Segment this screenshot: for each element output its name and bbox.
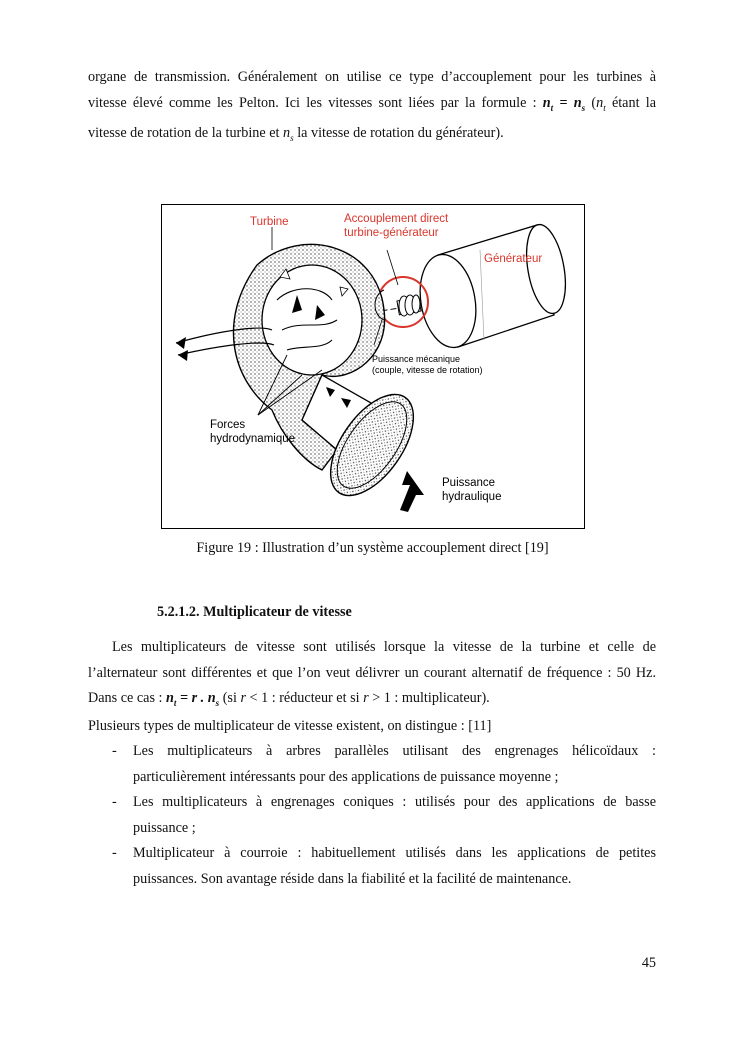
intro-line-1: organe de transmission. Généralement on utilise ce type d’accouplement pour les turbines à [88,69,656,85]
label-coupling-line-2: turbine-générateur [344,227,439,239]
intro-line-3: vitesse de rotation de la turbine et $n_s$ la vitesse de rotation du générateur). [88,124,504,143]
list-item: - Les multiplicateurs à arbres parallèles utilisant des engrenages hélicoïdaux : particulièrement intéressants pour des applications de puissance moyenne ; [112,743,656,785]
label-hydraulic-power-line-2: hydraulique [442,491,502,503]
label-generator: Générateur [484,253,543,265]
label-mech-power-line-2: (couple, vitesse de rotation) [372,365,483,375]
section-heading: 5.2.1.2. Multiplicateur de vitesse [157,604,352,620]
section-line-1: Les multiplicateurs de vitesse sont utilisés lorsque la vitesse de la turbine et celle de [112,639,656,655]
section-intro-list: Plusieurs types de multiplicateur de vitesse existent, on distingue : [11] [88,718,492,735]
label-turbine: Turbine [250,216,289,228]
turbine-coupling-illustration [162,205,584,528]
section-line-3: Dans ce cas : $n_t = r$ . $n_s$ (si r < 1 : réducteur et si r > 1 : multiplicateur). [88,690,490,708]
bullet-list [88,739,656,892]
generator-shape [413,222,571,352]
label-mech-power-line-1: Puissance mécanique [372,354,461,364]
intro-paragraph [88,65,656,151]
page-number: 45 [641,955,656,971]
section-paragraph [88,635,656,737]
hydraulic-power-arrow [400,471,424,512]
figure-direct-coupling [161,204,585,529]
label-forces-line-2: hydrodynamique [210,433,296,445]
list-item: - Les multiplicateurs à engrenages coniques : utilisés pour des applications de basse puissance ; [112,794,656,836]
coupling-shape [397,295,421,316]
label-hydraulic-power-line-1: Puissance [442,477,496,489]
section-line-2: l’alternateur sont différentes et que l’on veut délivrer un courant alternatif de fréquence : 50 Hz. [88,664,656,681]
figure-caption: Figure 19 : Illustration d’un système accouplement direct [19] [196,540,549,556]
label-forces-line-1: Forces [210,419,246,431]
label-coupling-line-1: Accouplement direct [344,213,449,225]
list-item: - Multiplicateur à courroie : habituellement utilisés dans les applications de petites puissances. Son avantage réside dans la fiabilité et la facilité de maintenance. [112,845,656,887]
intro-line-2: vitesse élevé comme les Pelton. Ici les vitesses sont liées par la formule : $n_t = n_s$ ($n_t$ étant la [88,94,656,113]
